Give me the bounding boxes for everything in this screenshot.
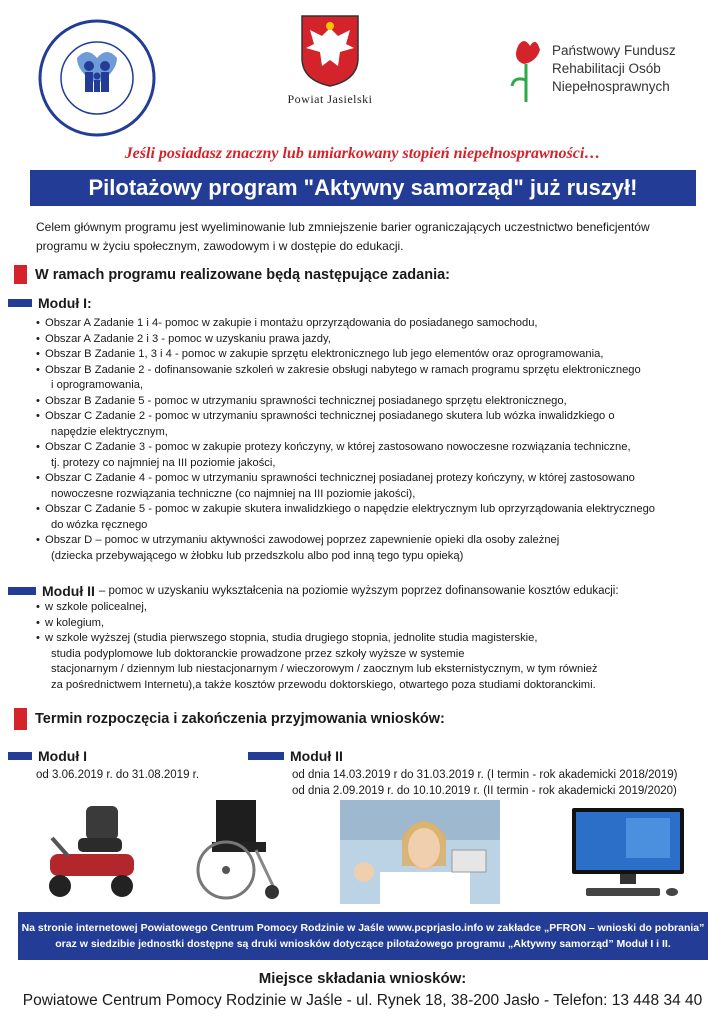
term-module1 bbox=[8, 748, 199, 783]
pcpr-logo bbox=[37, 18, 157, 138]
place-address: Powiatowe Centrum Pomocy Rodzinie w Jaśle - ul. Rynek 18, 38-200 Jasło - Telefon: 13 448 34 40 bbox=[22, 992, 703, 1009]
place-title: Miejsce składania wniosków: bbox=[258, 970, 467, 987]
pfron-line-2: Rehabilitacji Osób bbox=[552, 61, 661, 76]
mobility-scooter-image bbox=[38, 798, 148, 904]
list-item: • Obszar C Zadanie 4 - pomoc w utrzymaniu sprawności technicznej posiadanej protezy kończyny, w której zastosowano nowoczesne rozwiązania techniczne (co najmniej na III poziomie jakości), bbox=[36, 471, 686, 502]
term-module2-label: Moduł II bbox=[248, 748, 678, 764]
list-item: • Obszar D – pomoc w utrzymaniu aktywności zawodowej poprzez zapewnienie opieki dla osoby zależnej (dziecka przebywającego w żłobku lub przedszkolu albo pod inną tego typu opieką) bbox=[36, 533, 686, 564]
tasks-title-text: W ramach programu realizowane będą następujące zadania: bbox=[35, 266, 450, 283]
list-item: • Obszar C Zadanie 5 - pomoc w zakupie skutera inwalidzkiego o napędzie elektrycznym lub oprzyrządowania elektrycznego do wózka ręcznego bbox=[36, 502, 686, 533]
list-item: • w kolegium, bbox=[36, 616, 686, 632]
list-item: • Obszar A Zadanie 2 i 3 - pomoc w uzyskaniu prawa jazdy, bbox=[36, 332, 686, 348]
term-module1-label: Moduł I bbox=[8, 748, 199, 764]
pfron-logo bbox=[506, 36, 706, 116]
list-item: • w szkole policealnej, bbox=[36, 600, 686, 616]
blue-bar-marker bbox=[248, 752, 284, 760]
wheelchair-image bbox=[186, 790, 296, 905]
powiat-name: Powiat Jasielski bbox=[287, 92, 373, 106]
module2-desc: – pomoc w uzyskaniu wykształcenia na poziomie wyższym poprzez dofinansowanie kosztów edukacji: bbox=[98, 585, 619, 597]
subtitle: Jeśli posiadasz znaczny lub umiarkowany stopień niepełnosprawności… bbox=[124, 145, 601, 162]
term-module2 bbox=[248, 748, 678, 799]
term-module2-date1: od dnia 14.03.2019 r do 31.03.2019 r. (I termin - rok akademicki 2018/2019) bbox=[292, 769, 678, 781]
info-bar bbox=[18, 912, 708, 960]
intro-text: Celem głównym programu jest wyeliminowanie lub zmniejszenie barier ograniczających uczestnictwo beneficjentów programu w życiu społecznym, zawodowym i w dostępie do edukacji. bbox=[36, 220, 650, 253]
pfron-line-3: Niepełnosprawnych bbox=[552, 79, 670, 94]
powiat-coat-of-arms bbox=[276, 14, 384, 132]
list-item: • Obszar A Zadanie 1 i 4- pomoc w zakupie i montażu oprzyrządowania do posiadanego samochodu, bbox=[36, 316, 686, 332]
module1-title: Moduł I: bbox=[38, 295, 92, 311]
red-square-marker bbox=[14, 265, 27, 284]
list-item: • Obszar B Zadanie 2 - dofinansowanie szkoleń w zakresie obsługi nabytego w ramach programu sprzętu elektronicznego i oprogramowania, bbox=[36, 363, 686, 394]
module2-list bbox=[36, 600, 686, 693]
tasks-title bbox=[14, 265, 450, 284]
module1-list bbox=[36, 316, 686, 564]
list-item: • Obszar C Zadanie 3 - pomoc w zakupie protezy kończyny, w której zastosowano nowoczesne rozwiązania techniczne, tj. protezy co najmniej na III poziomie jakości, bbox=[36, 440, 686, 471]
list-item: • Obszar C Zadanie 2 - pomoc w utrzymaniu sprawności technicznej posiadanego skutera lub wózka inwalidzkiego o napędzie elektrycznym, bbox=[36, 409, 686, 440]
info-line-1: Na stronie internetowej Powiatowego Centrum Pomocy Rodzinie w Jaśle www.pcprjaslo.info w zakładce „PFRON – wnioski do pobrania” bbox=[21, 922, 705, 934]
pfron-line-1: Państwowy Fundusz bbox=[552, 43, 676, 58]
info-line-2: oraz w siedzibie jednostki dostępne są druki wniosków dotyczące pilotażowego programu „Aktywny samorząd” Moduł I i II. bbox=[55, 938, 671, 950]
module2-title: Moduł II bbox=[42, 583, 95, 599]
main-banner: Pilotażowy program "Aktywny samorząd" już ruszył! bbox=[30, 170, 696, 206]
term-title-text: Termin rozpoczęcia i zakończenia przyjmowania wniosków: bbox=[35, 711, 445, 727]
term-module1-date: od 3.06.2019 r. do 31.08.2019 r. bbox=[36, 769, 200, 781]
list-item: • Obszar B Zadanie 5 - pomoc w utrzymaniu sprawności technicznej posiadanego sprzętu elektronicznego, bbox=[36, 394, 686, 410]
module1-heading bbox=[8, 295, 92, 311]
list-item: • w szkole wyższej (studia pierwszego stopnia, studia drugiego stopnia, jednolite studia magisterskie, studia podyplomowe lub doktoranckie prowadzone przez szkoły wyższe w systemie stacjonarnym / dziennym lub niestacjonarnym / wieczorowym / zaocznym lub eksternistycznym, w tym również za pośrednictwem Internetu),a także kosztów przewodu doktorskiego, otwartego poza studiami doktoranckimi. bbox=[36, 631, 686, 693]
module2-heading bbox=[8, 583, 619, 599]
blue-bar-marker bbox=[8, 299, 32, 307]
driver-photo bbox=[340, 800, 500, 904]
term-module2-date2: od dnia 2.09.2019 r. do 10.10.2019 r. (II termin - rok akademicki 2019/2020) bbox=[292, 785, 677, 797]
red-square-marker bbox=[14, 708, 27, 730]
blue-bar-marker bbox=[8, 587, 36, 595]
computer-image bbox=[566, 808, 690, 900]
list-item: • Obszar B Zadanie 1, 3 i 4 - pomoc w zakupie sprzętu elektronicznego lub jego elementów oraz oprogramowania, bbox=[36, 347, 686, 363]
blue-bar-marker bbox=[8, 752, 32, 760]
term-title bbox=[14, 708, 445, 730]
